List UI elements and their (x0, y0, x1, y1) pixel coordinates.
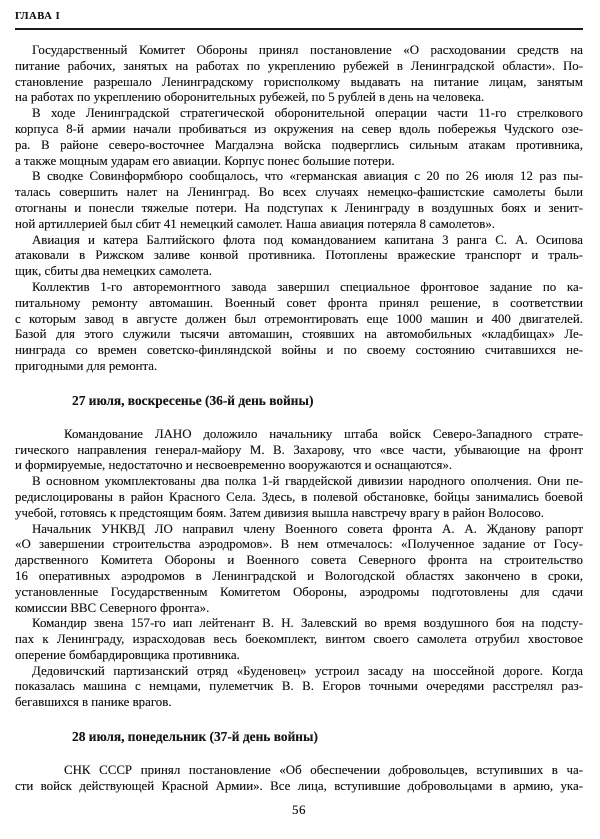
text-line (15, 474, 583, 490)
text-line-content: Государственный Комитет Обороны принял постановление «О расходовании средств на (32, 43, 583, 57)
text-line (15, 763, 583, 779)
text-line-content: гического направления генерал-майору М. В. Захарову, что «все части, убывающие на фронт (15, 442, 583, 457)
text-line (15, 327, 583, 343)
text-line-content: пригодными для ремонта. (15, 358, 158, 373)
text-line (15, 679, 583, 695)
text-line-content: на работах по укреплению оборонительных рубежей, по 5 рублей в день на человека. (15, 90, 485, 105)
text-line-content: корпуса 8-й армии начали пробиваться из окружения на север вдоль побережья Чудского озе- (15, 121, 583, 136)
text-line-content: 16 оперативных аэродромов в Ленинградской и Вологодской областях закончено в сроки, (15, 568, 583, 583)
text-line (15, 632, 583, 648)
paragraph (15, 763, 583, 795)
text-line (15, 169, 583, 185)
date-heading: 28 июля, понедельник (37-й день войны) (72, 729, 318, 745)
text-line (15, 506, 583, 522)
text-line-content: учебой, готовясь к предстоящим боям. Затем дивизия вышла навстречу врагу в район Волосово. (15, 505, 544, 520)
text-line (15, 233, 583, 249)
text-line (15, 201, 583, 217)
paragraph (15, 522, 583, 617)
text-line-content: с которым завод в августе должен был отремонтировать еще 1000 машин и 400 двигателей. (15, 311, 583, 326)
text-line (15, 248, 583, 264)
paragraph (15, 664, 583, 711)
text-line-content: становление разрешало Ленинградскому горисполкому выдавать на питание лицам, занятым (15, 74, 583, 89)
paragraph (15, 474, 583, 521)
text-line (15, 458, 583, 474)
text-line (15, 616, 583, 632)
text-line-content: щик, сбиты два немецких самолета. (15, 264, 212, 279)
text-line (15, 43, 583, 59)
text-line (15, 264, 583, 280)
text-line-content: отогнаны и понесли тяжелые потери. На подступах к Ленинграду в воздушных боях и зенит- (15, 200, 583, 215)
text-line-content: Начальник УНКВД ЛО направил члену Военного совета фронта А. А. Жданову рапорт (32, 521, 583, 536)
text-line (15, 185, 583, 201)
text-line-content: В основном укомплектованы два полка 1-й гвардейской дивизии народного ополчения. Они пе- (32, 474, 583, 489)
text-line (15, 569, 583, 585)
text-line (15, 585, 583, 601)
text-line-content: показалась машина с немцами, пулеметчик В. В. Егоров точными очередями расстрелял раз- (15, 679, 583, 694)
text-line-content: сти войск действующей Красной Армии». Все лица, вступившие добровольцами в армию, ука- (15, 778, 583, 793)
text-line-content: комиссии ВВС Северного фронта». (15, 600, 210, 615)
text-line-content: и формируемые, недостаточно и несвоевременно вооружаются и оснащаются». (15, 458, 453, 473)
text-line (15, 522, 583, 538)
text-line-content: редислоцированы в район Красного Села. Здесь, в полевой обстановке, бойцы занимались боевой (15, 489, 583, 504)
text-line-content: Дедовичский партизанский отряд «Буденовец» устроил засаду на шоссейной дороге. Когда (32, 663, 583, 678)
text-line (15, 217, 583, 233)
text-line-content: Базой для этого служили тысячи автомашин, стоявших на автомобильных «кладбищах» Ле- (15, 327, 583, 342)
header-rule (15, 28, 583, 30)
text-line (15, 443, 583, 459)
text-line (15, 59, 583, 75)
text-line-content: нинграда со времен советско-финляндской войны и по своему состоянию считавшихся не- (15, 343, 583, 358)
text-line (15, 427, 583, 443)
paragraph (15, 106, 583, 169)
text-line (15, 138, 583, 154)
text-line (15, 537, 583, 553)
text-line-content: В сводке Совинформбюро сообщалось, что «германская авиация с 20 по 26 июля 12 раз пы- (32, 169, 583, 184)
text-line (15, 280, 583, 296)
text-line-content: бегавшихся в панике врагов. (15, 695, 172, 710)
text-line-content: ной артиллерией был сбит 41 немецкий самолет. Наша авиация потеряла 8 самолетов». (15, 216, 495, 231)
text-line-content: Авиация и катера Балтийского флота под командованием капитана 3 ранга С. А. Осипова (32, 232, 583, 247)
text-line (15, 122, 583, 138)
text-line (15, 695, 583, 711)
page-number: 56 (292, 802, 306, 817)
text-line-content: пах к Ленинграду, израсходовав весь боекомплект, винтом своего самолета отрубил хвостовое (15, 632, 583, 647)
chapter-running-head: ГЛАВА I (15, 11, 61, 22)
text-line-content: В ходе Ленинградской стратегической оборонительной операции части 11-го стрелкового (32, 106, 583, 121)
text-line-content: а также мощным ударам его авиации. Корпус понес большие потери. (15, 153, 395, 168)
text-line-content: Командование ЛАНО доложило начальнику штаба войск Северо-Западного страте- (64, 426, 583, 441)
text-line-content: «О завершении строительства аэродромов». В нем отмечалось: «Полученное задание от Госу- (15, 537, 583, 552)
text-line-content: ра. В районе северо-восточнее Магдалэна войска подверглись сильным атакам противника, (15, 137, 583, 152)
text-line-content: СНК СССР принял постановление «Об обеспечении добровольцев, вступивших в ча- (64, 763, 583, 778)
text-line-content: Коллектив 1-го авторемонтного завода завершил специальное фронтовое задание по ка- (32, 279, 583, 294)
text-line-content: талась совершить налет на Ленинград. Во всех случаях немецко-фашистские самолеты были (15, 185, 583, 200)
text-line (15, 343, 583, 359)
paragraph (15, 43, 583, 106)
text-line-content: атаковали в Рижском заливе конвой противника. Потоплены вражеские транспорт и траль- (15, 248, 583, 263)
date-heading: 27 июля, воскресенье (36-й день войны) (72, 392, 314, 408)
text-line (15, 664, 583, 680)
paragraph (15, 169, 583, 232)
text-line (15, 553, 583, 569)
page-body (15, 43, 583, 795)
text-line (15, 779, 583, 795)
text-line (15, 359, 583, 375)
text-line (15, 154, 583, 170)
text-line (15, 312, 583, 328)
text-line-content: Командир звена 157-го иап лейтенант В. Н. Залевский во время воздушного боя на подсту- (32, 616, 583, 631)
text-line (15, 75, 583, 91)
text-line (15, 601, 583, 617)
text-line (15, 648, 583, 664)
text-line-content: дарственного Комитета Обороны и Военного совета Северного фронта на строительство (15, 553, 583, 568)
text-line-content: оперение бомбардировщика противника. (15, 647, 240, 662)
text-line-content: питальному ремонту автомашин. Военный совет фронта принял решение, в соответствии (15, 295, 583, 310)
text-line-content: установленные Государственным Комитетом Обороны, аэродромы подготовлены для сдачи (15, 584, 583, 599)
paragraph (15, 427, 583, 474)
paragraph (15, 616, 583, 663)
paragraph (15, 280, 583, 375)
text-line-content: питание рабочих, занятых на работах по укреплению рубежей в Ленинградской области». По- (15, 58, 583, 73)
paragraph (15, 233, 583, 280)
text-line (15, 90, 583, 106)
text-line (15, 296, 583, 312)
text-line (15, 106, 583, 122)
text-line (15, 490, 583, 506)
